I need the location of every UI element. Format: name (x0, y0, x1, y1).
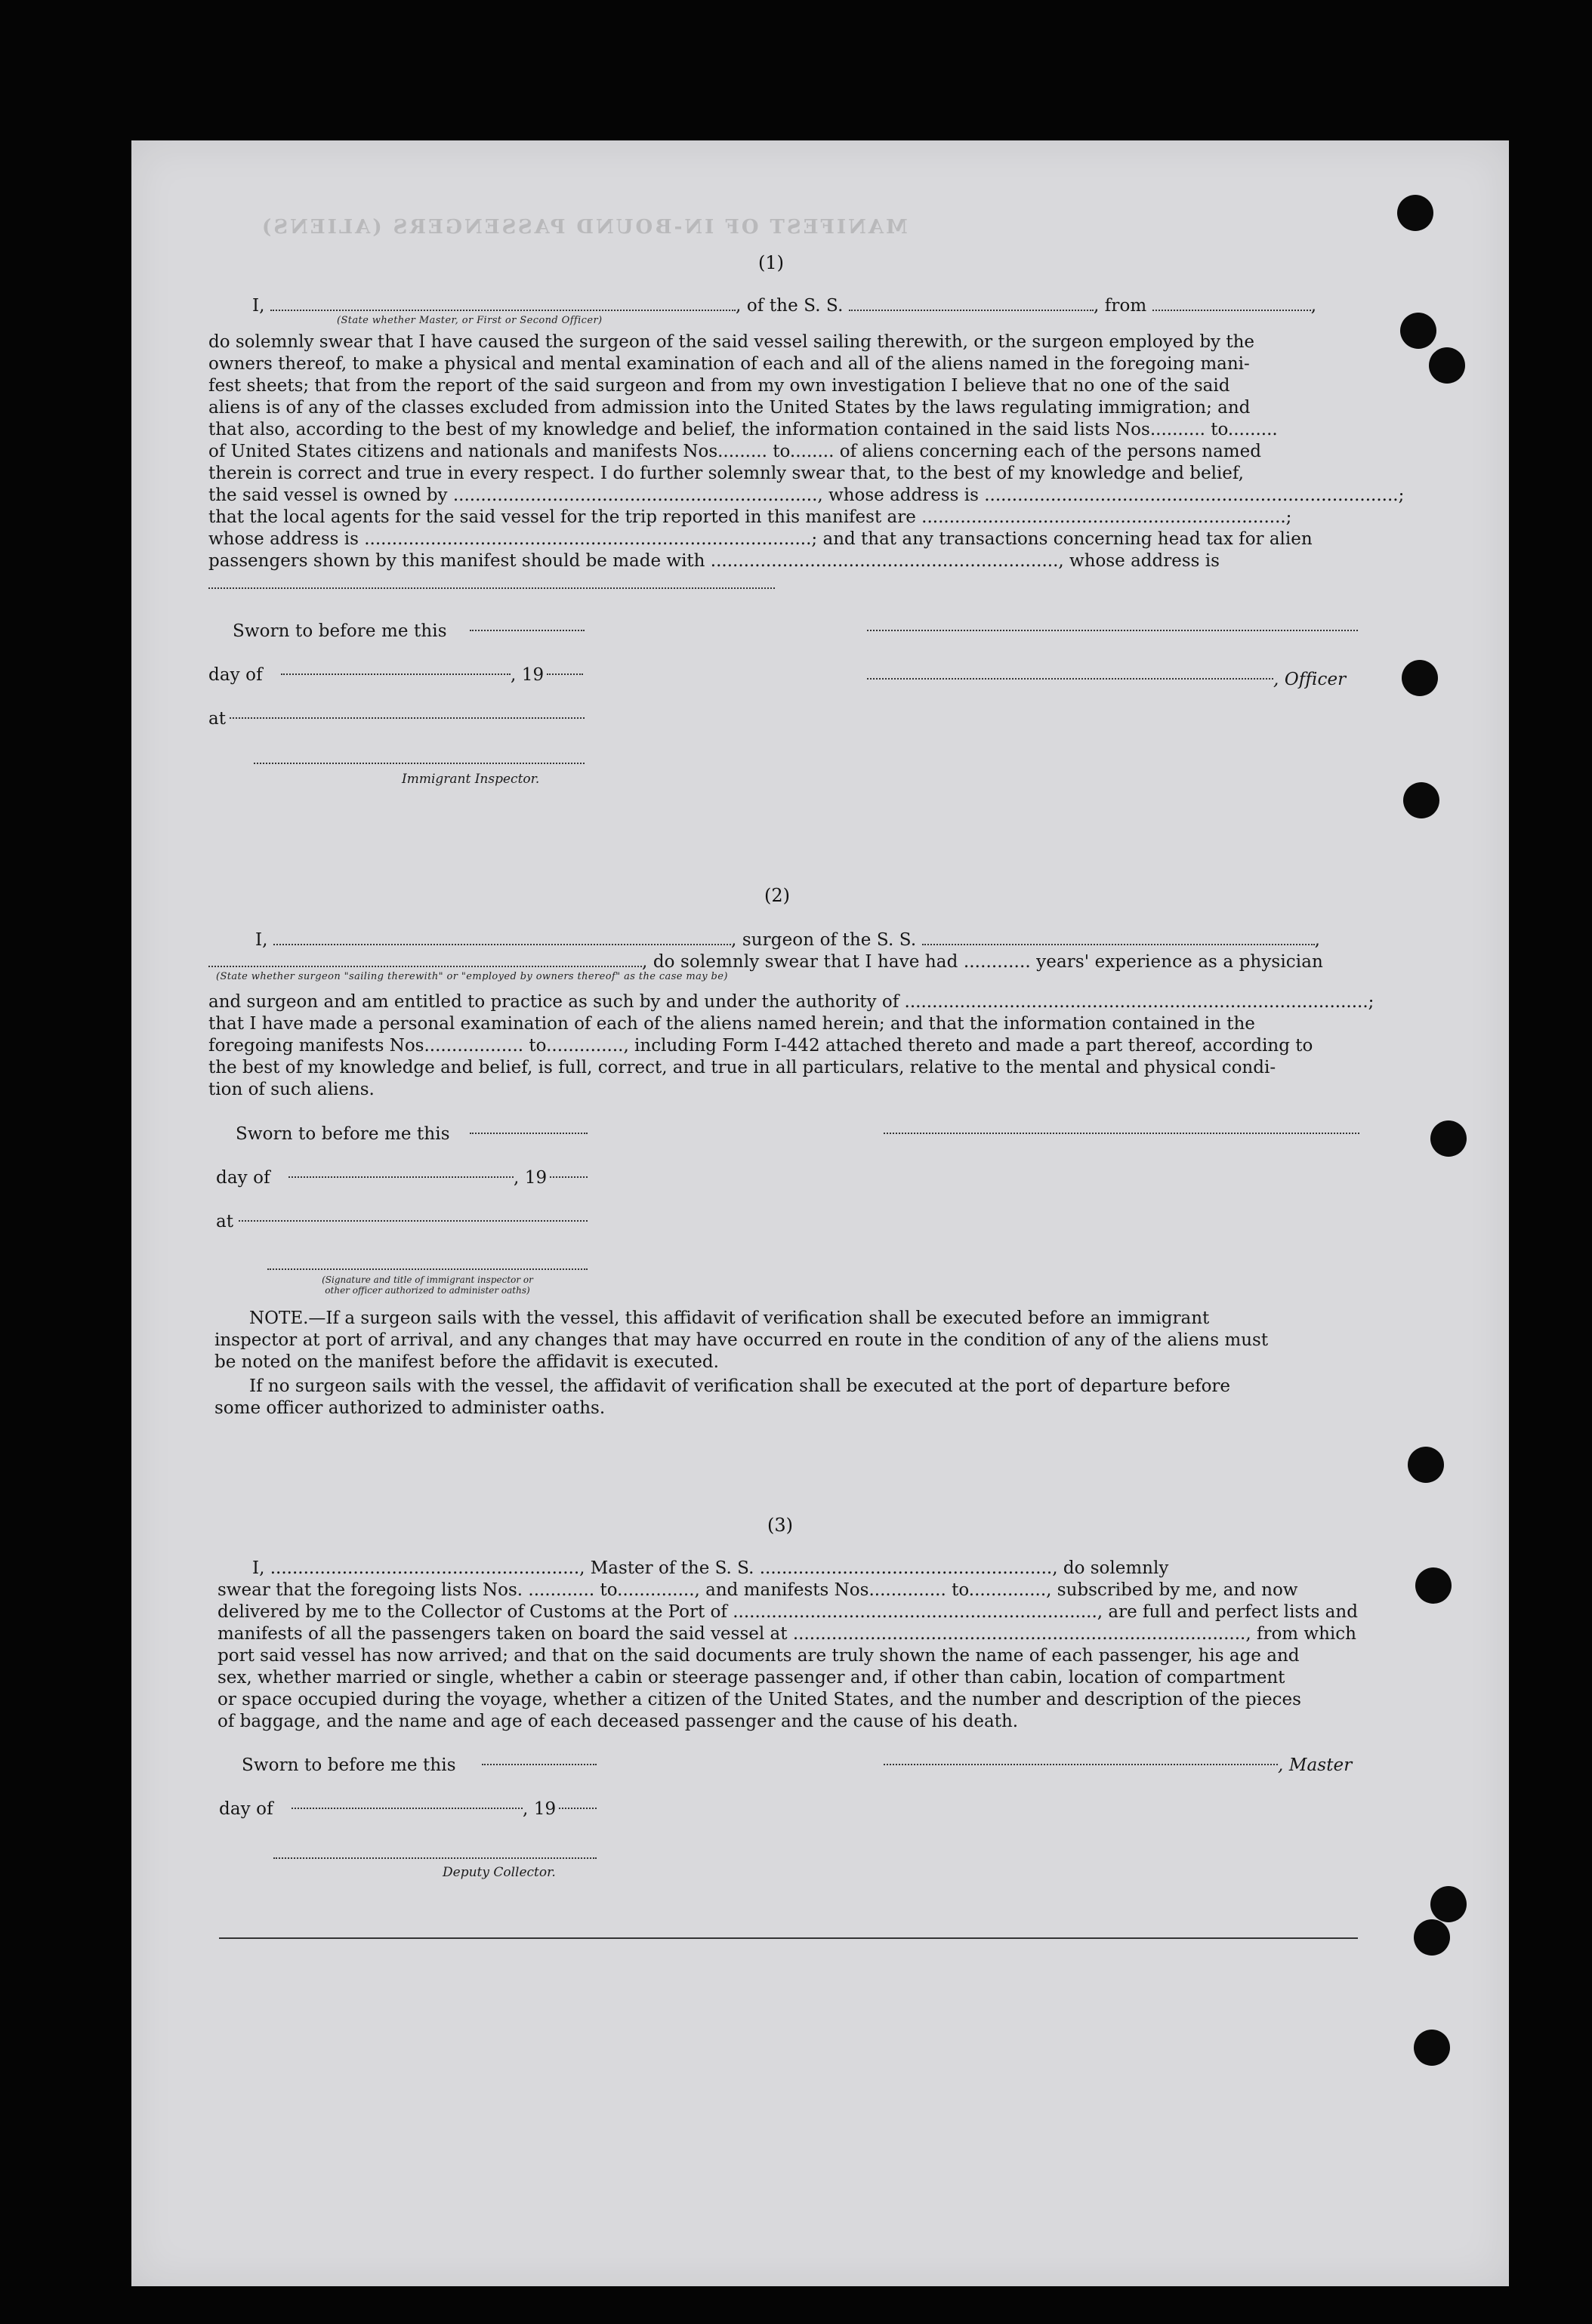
s2-year-field[interactable] (550, 1176, 588, 1178)
s1-line: do solemnly swear that I have caused the surgeon of the said vessel sailing therewith, or the surgeon employed by the (208, 332, 1255, 352)
s2-line: the best of my knowledge and belief, is full, correct, and true in all particulars, relative to the mental and physical condi- (208, 1058, 1276, 1077)
s1-from-field[interactable] (1152, 297, 1311, 311)
s1-line: whose address is .................................................................................; and that any transactions concerning head tax for alien (208, 529, 1313, 549)
s3-line: I, ........................................................, Master of the S. S. ....................................................., do solemnly (252, 1558, 1169, 1578)
s1-oath-body (208, 331, 1485, 572)
binder-hole (1397, 195, 1433, 231)
bleed-through-text: MANIFEST OF IN-BOUND PASSENGERS (ALIENS) (260, 216, 908, 239)
s2-year-label: , 19 (514, 1168, 548, 1188)
form-page (131, 140, 1509, 2286)
s3-year-label: , 19 (523, 1799, 557, 1819)
s2-capacity-caption: (State whether surgeon "sailing therewith" or "employed by owners thereof" as the case may be) (216, 971, 728, 982)
s3-line: port said vessel has now arrived; and that on the said documents are truly shown the name of each passenger, his age and (218, 1646, 1300, 1666)
s1-line: aliens is of any of the classes excluded from admission into the United States by the laws regulating immigration; and (208, 398, 1251, 418)
binder-hole (1403, 782, 1439, 818)
s2-sig-caption-2: other officer authorized to administer oaths) (325, 1285, 530, 1296)
s1-line: owners thereof, to make a physical and mental examination of each and all of the aliens named in the foregoing mani- (208, 354, 1250, 374)
binder-hole (1408, 1447, 1444, 1483)
s3-collector-caption: Deputy Collector. (443, 1865, 556, 1880)
s3-line: sex, whether married or single, whether a cabin or steerage passenger and, if other than cabin, location of compartment (218, 1668, 1285, 1688)
s2-surgeon-of: , surgeon of the S. S. (731, 930, 917, 950)
s3-signature-field[interactable] (884, 1764, 1278, 1765)
s3-collector-sign-field[interactable] (273, 1857, 597, 1859)
s3-line: swear that the foregoing lists Nos. ............ to.............., and manifests Nos.............. to.............., subscribed by me, and now (218, 1580, 1298, 1600)
s1-of-ss: , of the S. S. (736, 296, 844, 316)
s1-line: the said vessel is owned by .................................................................., whose address is ...........................................................................; (208, 485, 1405, 505)
s2-capacity-field[interactable] (208, 954, 642, 967)
s1-line: that also, according to the best of my knowledge and belief, the information contained in the said lists Nos.......... to......... (208, 420, 1278, 439)
s1-day-of-label: day of (208, 665, 263, 685)
note-line: NOTE.—If a surgeon sails with the vessel, this affidavit of verification shall be executed before an immigrant (249, 1308, 1210, 1328)
s2-line1: I, , surgeon of the S. S. , (255, 930, 1321, 950)
s2-line2-row (208, 951, 1485, 973)
s3-day-field[interactable] (292, 1808, 523, 1809)
s1-address-field[interactable] (208, 587, 775, 589)
s2-note-2 (214, 1376, 1485, 1419)
s2-line: tion of such aliens. (208, 1080, 375, 1099)
binder-hole (1415, 1567, 1452, 1604)
s2-line: that I have made a personal examination of each of the aliens named herein; and that the information contained in the (208, 1014, 1255, 1034)
s1-officer-label: , Officer (1273, 670, 1347, 689)
s2-at-label: at (216, 1212, 234, 1231)
s2-day-field[interactable] (288, 1176, 514, 1178)
binder-hole (1400, 313, 1436, 349)
s1-line: therein is correct and true in every respect. I do further solemnly swear that, to the best of my knowledge and belief, (208, 464, 1244, 483)
s1-officer-field[interactable] (270, 297, 736, 311)
s3-day-of-label: day of (219, 1799, 273, 1819)
s3-sworn-label: Sworn to before me this (242, 1755, 456, 1775)
bottom-rule (219, 1937, 1358, 1939)
s3-line: of baggage, and the name and age of each deceased passenger and the cause of his death. (218, 1712, 1019, 1731)
s1-year-field[interactable] (547, 673, 583, 675)
s1-line: passengers shown by this manifest should be made with ..............................................................., whose address is (208, 551, 1220, 571)
binder-hole (1414, 2030, 1450, 2066)
s2-oath-body (208, 991, 1485, 1101)
s3-line: delivered by me to the Collector of Customs at the Port of .................................................................., are full and perfect lists and (218, 1602, 1358, 1622)
s1-from: , from (1093, 296, 1147, 316)
s2-sig-caption (267, 1275, 588, 1296)
s2-sworn-label: Sworn to before me this (236, 1124, 450, 1144)
s2-line: foregoing manifests Nos.................. to.............., including Form I-442 attached thereto and made a part thereof, according to (208, 1036, 1313, 1056)
s1-day-field[interactable] (281, 673, 511, 675)
s1-at-label: at (208, 709, 227, 729)
s1-signature-field[interactable] (867, 630, 1358, 631)
s2-note (214, 1308, 1485, 1373)
s1-opening-line: I, , of the S. S. , from , (252, 296, 1317, 316)
s1-line: fest sheets; that from the report of the said surgeon and from my own investigation I believe that no one of the said (208, 376, 1230, 396)
s1-officer-sign-field[interactable] (867, 678, 1273, 680)
s1-inspector-caption: Immigrant Inspector. (402, 772, 540, 787)
s1-vessel-field[interactable] (849, 297, 1094, 311)
s1-year-label: , 19 (511, 665, 545, 685)
s2-i: I, (255, 930, 268, 950)
note-line: some officer authorized to administer oaths. (214, 1398, 606, 1418)
s3-line: or space occupied during the voyage, whether a citizen of the United States, and the number and description of the pieces (218, 1690, 1301, 1709)
note-line: inspector at port of arrival, and any changes that may have occurred en route in the condition of any of the aliens must (214, 1330, 1269, 1350)
s2-sig-caption-1: (Signature and title of immigrant inspector or (322, 1275, 533, 1285)
s2-name-field[interactable] (273, 932, 731, 945)
s1-sworn-date-field[interactable] (470, 630, 585, 631)
binder-hole (1430, 1120, 1467, 1157)
s3-master-label: , Master (1278, 1755, 1353, 1775)
s3-sworn-date-field[interactable] (482, 1764, 597, 1765)
section-3-number: (3) (767, 1515, 793, 1536)
note-line: If no surgeon sails with the vessel, the affidavit of verification shall be executed at the port of departure before (249, 1376, 1231, 1396)
section-2-number: (2) (764, 885, 790, 906)
binder-hole (1429, 347, 1465, 384)
s3-year-field[interactable] (559, 1808, 597, 1809)
s1-i: I, (252, 296, 265, 316)
s1-line: that the local agents for the said vessel for the trip reported in this manifest are ..................................................................; (208, 507, 1292, 527)
s2-signature-field[interactable] (884, 1133, 1359, 1134)
s2-at-field[interactable] (239, 1220, 588, 1222)
s2-vessel-field[interactable] (922, 932, 1315, 945)
s3-oath-body (218, 1558, 1488, 1733)
s2-day-of-label: day of (216, 1168, 270, 1188)
section-1-number: (1) (758, 252, 784, 273)
s2-line2: , do solemnly swear that I have had ............ years' experience as a physician (642, 952, 1323, 972)
s3-line: manifests of all the passengers taken on board the said vessel at .................................................................................., from which (218, 1624, 1356, 1644)
s1-at-field[interactable] (230, 717, 585, 719)
binder-hole (1430, 1886, 1467, 1922)
binder-hole (1402, 660, 1438, 696)
s1-officer-caption: (State whether Master, or First or Second Officer) (337, 315, 603, 326)
s1-inspector-sign-field[interactable] (254, 763, 585, 764)
s2-sworn-date-field[interactable] (470, 1133, 588, 1134)
note-line: be noted on the manifest before the affidavit is executed. (214, 1352, 719, 1372)
binder-hole (1414, 1919, 1450, 1956)
s2-inspector-sign-field[interactable] (267, 1268, 588, 1270)
s1-sworn-label: Sworn to before me this (233, 621, 447, 641)
s1-line: of United States citizens and nationals and manifests Nos......... to........ of aliens concerning each of the persons named (208, 442, 1261, 461)
s2-line: and surgeon and am entitled to practice as such by and under the authority of ....................................................................................; (208, 992, 1374, 1012)
